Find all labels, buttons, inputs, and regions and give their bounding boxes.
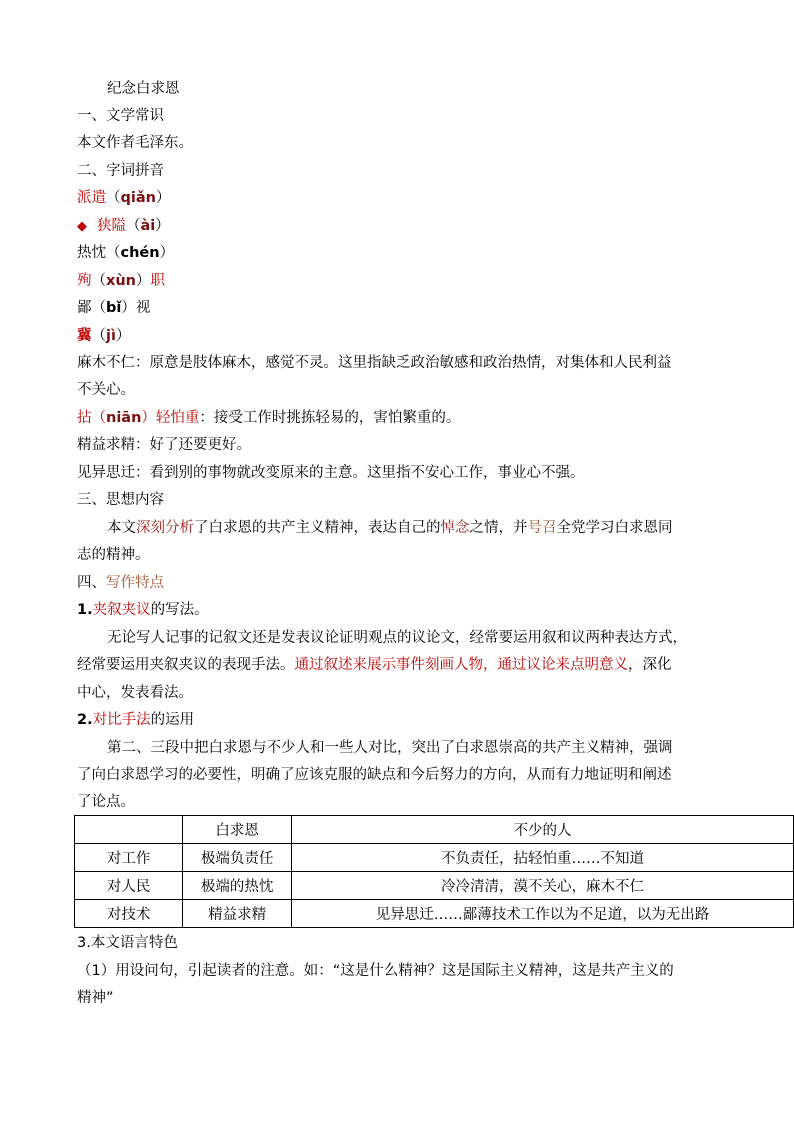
section-2-heading: 二、字词拼音 <box>77 163 164 179</box>
item-2-para-line-3: 了论点。 <box>77 794 135 810</box>
item-2-para-line-1: 第二、三段中把白求恩与不少人和一些人对比，突出了白求恩崇高的共产主义精神，强调 <box>107 740 673 756</box>
paren: ） <box>159 245 175 261</box>
highlight-text: 通过叙述来展示事件刻画人物，通过议论来点明意义 <box>294 657 628 673</box>
table-row <box>75 900 794 928</box>
highlight-text: 悼念 <box>440 520 470 536</box>
table-cell: 对人民 <box>75 872 183 900</box>
highlight-text: 夹叙夹议 <box>92 602 151 618</box>
table-cell: 对技术 <box>75 900 183 928</box>
vocab-word: 派遣 <box>77 190 106 206</box>
vocab-item-6 <box>77 326 130 346</box>
table-cell: 极端的热忱 <box>183 872 292 900</box>
thought-para-line-1 <box>107 518 673 538</box>
highlight-text: 对比手法 <box>92 712 151 728</box>
vocab-word: 狭隘 <box>97 218 126 234</box>
highlight-text: 号召 <box>527 520 557 536</box>
paren: ） <box>155 218 170 234</box>
idiom-jingyi: 精益求精：好了还要更好。 <box>77 437 251 453</box>
text-run: 了白求恩的共产主义精神，表达自己的 <box>194 520 441 536</box>
table-header-cell <box>75 816 183 844</box>
item-1-para-line-2 <box>77 655 672 675</box>
comparison-table <box>74 815 794 928</box>
highlight-text: 深刻分析 <box>136 520 194 536</box>
item-3-para-line-2: 精神” <box>77 990 114 1006</box>
idiom-maimu-line-1: 麻木不仁：原意是肢体麻木，感觉不灵。这里指缺乏政治敏感和政治热情，对集体和人民利益 <box>77 355 672 371</box>
table-row <box>75 872 794 900</box>
vocab-word: 热忱 <box>77 245 106 261</box>
item-3-heading: 3.本文语言特色 <box>77 935 178 951</box>
paren: （ <box>91 328 106 344</box>
text-run: 的写法。 <box>150 602 209 618</box>
text-run: 之情，并 <box>469 520 528 536</box>
vocab-word: 鄙 <box>77 300 92 316</box>
pinyin: ài <box>140 218 156 234</box>
section-3-heading: 三、思想内容 <box>77 492 164 508</box>
highlight-text: 写作特点 <box>106 575 164 591</box>
item-2-para-line-2: 了向白求恩学习的必要性，明确了应该克服的缺点和今后努力的方向，从而有力地证明和阐述 <box>77 767 672 783</box>
table-header-cell: 白求恩 <box>183 816 292 844</box>
paren: （ <box>91 300 106 316</box>
item-1-heading <box>77 600 209 620</box>
pinyin: bǐ <box>106 300 122 316</box>
section-1-heading: 一、文学常识 <box>77 108 164 124</box>
table-cell: 冷冷清清，漠不关心，麻木不仁 <box>292 872 794 900</box>
idiom-maimu-line-2: 不关心。 <box>77 382 135 398</box>
pinyin: niān <box>106 410 142 426</box>
text-run: ，深化 <box>628 657 672 673</box>
paren: （ <box>106 245 121 261</box>
item-number: 1. <box>77 602 93 618</box>
paren: ） <box>115 328 131 344</box>
diamond-bullet-icon: ◆ <box>77 219 87 234</box>
paren: ） <box>155 190 171 206</box>
text-run: 本文 <box>107 520 136 536</box>
doc-title: 纪念白求恩 <box>107 81 180 97</box>
vocab-word: 殉 <box>77 273 92 289</box>
text-run: 经常要运用夹叙夹议的表现手法。 <box>77 657 295 673</box>
thought-para-line-2: 志的精神。 <box>77 547 150 563</box>
paren: ） <box>121 300 136 316</box>
table-cell: 见异思迁……鄙薄技术工作以为不足道，以为无出路 <box>292 900 794 928</box>
idiom-definition: ：接受工作时挑拣轻易的，害怕繁重的。 <box>199 410 461 426</box>
author-line: 本文作者毛泽东。 <box>77 135 193 151</box>
item-3-para-line-1: （1）用设问句，引起读者的注意。如：“这是什么精神？这是国际主义精神，这是共产主义的 <box>77 963 674 979</box>
vocab-item-4 <box>77 271 165 291</box>
paren: （ <box>126 218 141 234</box>
text-run: 的运用 <box>150 712 195 728</box>
table-header-row <box>75 816 794 844</box>
table-header-cell: 不少的人 <box>292 816 794 844</box>
paren: （ <box>91 273 106 289</box>
pinyin: xùn <box>106 273 136 289</box>
text-run: 四、 <box>77 575 106 591</box>
table-cell: 对工作 <box>75 844 183 872</box>
item-1-para-line-3: 中心，发表看法。 <box>77 685 193 701</box>
section-4-heading <box>77 573 164 593</box>
table-cell: 不负责任，拈轻怕重……不知道 <box>292 844 794 872</box>
idiom-niantiao <box>77 408 460 428</box>
item-1-para-line-1: 无论写人记事的记叙文还是发表议论证明观点的议论文，经常要运用叙和议两种表达方式， <box>107 630 687 646</box>
text-run: 全党学习白求恩同 <box>556 520 673 536</box>
table-cell: 极端负责任 <box>183 844 292 872</box>
item-2-heading <box>77 710 194 730</box>
vocab-item-5 <box>77 298 150 318</box>
vocab-word-tail: 视 <box>135 300 151 316</box>
vocab-item-2 <box>77 216 170 237</box>
idiom-part: ）轻怕重 <box>141 410 200 426</box>
item-number: 2. <box>77 712 93 728</box>
vocab-item-1 <box>77 188 170 208</box>
vocab-item-3 <box>77 243 174 263</box>
idiom-jianyi: 见异思迁：看到别的事物就改变原来的主意。这里指不安心工作，事业心不强。 <box>77 465 585 481</box>
pinyin: chén <box>120 245 160 261</box>
idiom-part: 拈（ <box>77 410 106 426</box>
pinyin: jì <box>106 328 116 344</box>
pinyin: qiǎn <box>120 190 156 206</box>
paren: （ <box>106 190 121 206</box>
table-cell: 精益求精 <box>183 900 292 928</box>
vocab-word: 冀 <box>77 328 92 344</box>
paren: ） <box>136 273 151 289</box>
table-row <box>75 844 794 872</box>
vocab-word-tail: 职 <box>150 273 165 289</box>
